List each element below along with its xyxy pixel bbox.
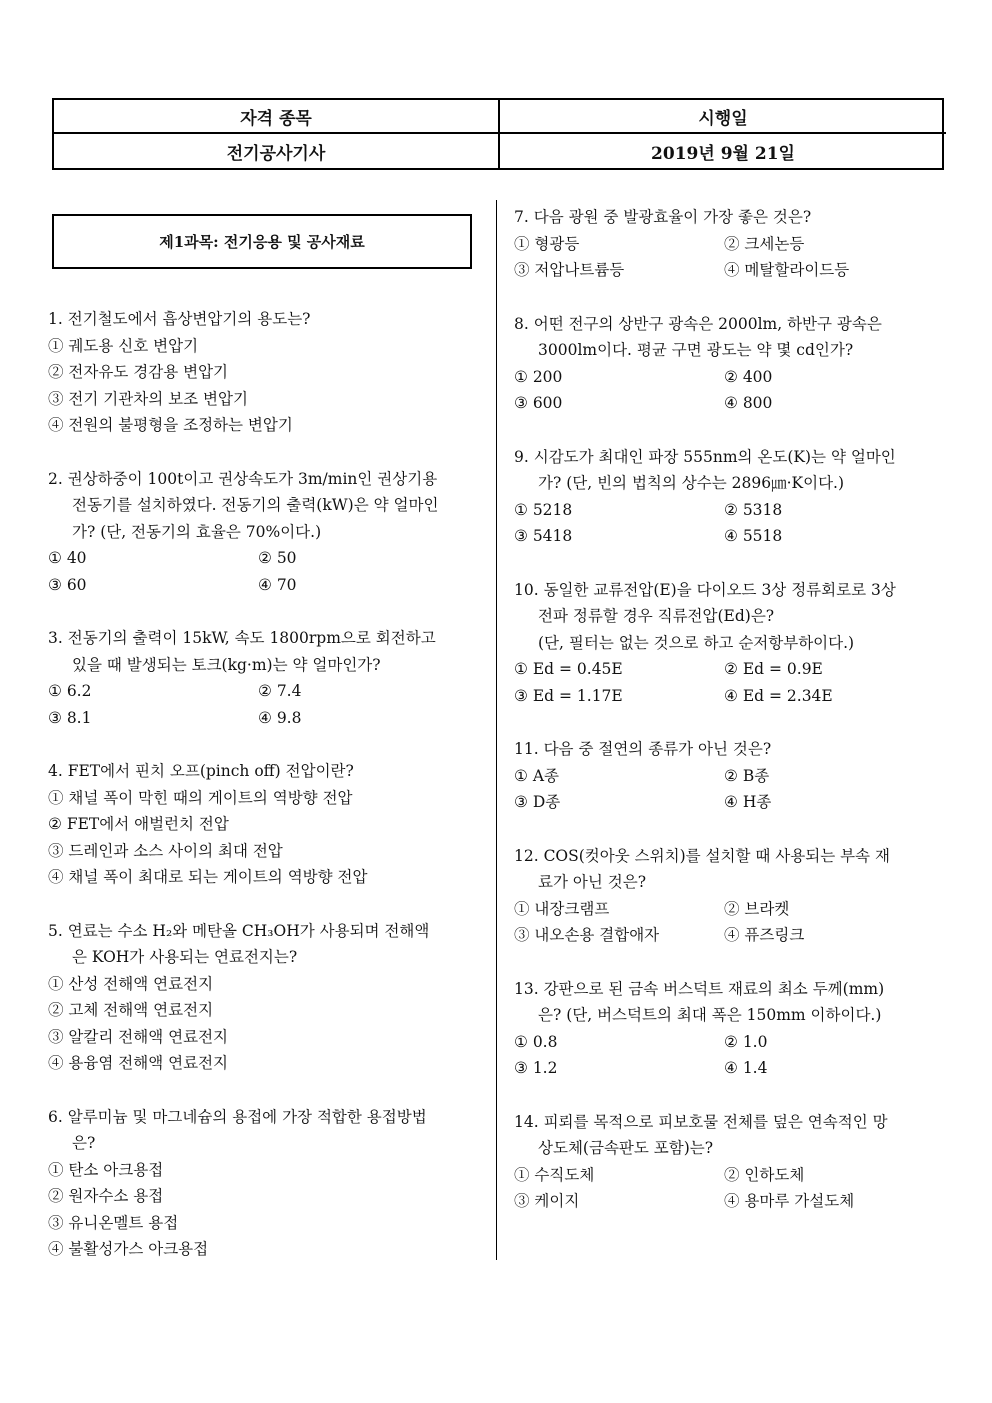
answer-options [514,1162,944,1215]
answer-options [514,231,944,284]
answer-option[interactable]: ④ H종 [724,793,772,811]
answer-options [48,545,478,598]
answer-options [514,763,944,816]
answer-option[interactable]: ④ 채널 폭이 최대로 되는 게이트의 역방향 전압 [48,868,368,886]
answer-option[interactable]: ② B종 [724,766,770,785]
answer-options [48,678,478,731]
question-stem: 10. 동일한 교류전압(E)을 다이오드 3상 정류회로로 3상 [514,580,896,599]
answer-option[interactable]: ③ 8.1 [48,708,92,727]
answer-options [514,896,944,949]
question-stem-continuation: (단, 필터는 없는 것으로 하고 순저항부하이다.) [538,633,855,652]
answer-options [48,1157,478,1263]
question-stem: 1. 전기철도에서 흡상변압기의 용도는? [48,310,311,328]
answer-options [514,656,944,709]
question [48,918,478,1077]
answer-options [514,497,944,550]
answer-option[interactable]: ② FET에서 애벌런치 전압 [48,815,229,833]
answer-option[interactable]: ④ 용융염 전해액 연료전지 [48,1054,229,1072]
answer-option[interactable]: ② 400 [724,367,773,386]
question-stem: 2. 권상하중이 100t이고 권상속도가 3m/min인 권상기용 [48,469,438,488]
question-stem: 7. 다음 광원 중 발광효율이 가장 좋은 것은? [514,208,812,226]
column-divider [496,200,497,1260]
header-value-qualification: 전기공사기사 [54,134,500,168]
answer-option[interactable]: ④ 전원의 불평형을 조정하는 변압기 [48,416,293,434]
question [514,577,944,710]
answer-option[interactable]: ① 궤도용 신호 변압기 [48,336,199,355]
answer-option[interactable]: ③ 5418 [514,527,573,545]
question-stem-continuation: 있을 때 발생되는 토크(kg·m)는 약 얼마인가? [72,655,381,674]
question-stem-continuation: 3000lm이다. 평균 구면 광도는 약 몇 cd인가? [538,341,854,359]
question-stem: 3. 전동기의 출력이 15kW, 속도 1800rpm으로 회전하고 [48,629,436,647]
question-stem: 14. 피뢰를 목적으로 피보호물 전체를 덮은 연속적인 망 [514,1112,888,1131]
question [514,311,944,417]
answer-option[interactable]: ① 200 [514,367,563,386]
question-stem: 6. 알루미늄 및 마그네슘의 용접에 가장 적합한 용접방법 [48,1107,427,1126]
question-stem: 12. COS(컷아웃 스위치)를 설치할 때 사용되는 부속 재 [514,846,890,865]
answer-option[interactable]: ④ 퓨즈링크 [724,926,805,944]
answer-option[interactable]: ② 브라켓 [724,899,790,918]
answer-option[interactable]: ③ 60 [48,575,87,594]
question-stem: 8. 어떤 전구의 상반구 광속은 2000lm, 하반구 광속은 [514,314,882,333]
answer-option[interactable]: ① 내장크램프 [514,899,610,918]
answer-option[interactable]: ② 1.0 [724,1032,768,1051]
answer-option[interactable]: ④ 800 [724,394,773,412]
question-stem-continuation: 은? (단, 버스덕트의 최대 폭은 150mm 이하이다.) [538,1006,882,1024]
answer-option[interactable]: ④ 9.8 [258,708,302,727]
answer-options [514,364,944,417]
question [48,625,478,731]
header-label-date: 시행일 [500,100,946,134]
left-column [48,306,478,1290]
answer-option[interactable]: ① 탄소 아크용접 [48,1160,164,1179]
question-stem-continuation: 가? (단, 빈의 법칙의 상수는 2896㎛·K이다.) [538,474,845,492]
answer-option[interactable]: ② Ed = 0.9E [724,660,823,678]
answer-options [48,333,478,439]
answer-option[interactable]: ③ 저압나트륨등 [514,261,625,279]
answer-option[interactable]: ② 원자수소 용접 [48,1187,164,1205]
answer-option[interactable]: ① 40 [48,549,87,567]
answer-option[interactable]: ④ 불활성가스 아크용접 [48,1240,209,1258]
answer-option[interactable]: ④ Ed = 2.34E [724,686,833,705]
answer-option[interactable]: ④ 용마루 가설도체 [724,1192,855,1210]
question-stem: 9. 시감도가 최대인 파장 555nm의 온도(K)는 약 얼마인 [514,447,896,466]
answer-option[interactable]: ② 고체 전해액 연료전지 [48,1001,214,1019]
question-stem-continuation: 가? (단, 전동기의 효율은 70%이다.) [72,522,322,541]
answer-option[interactable]: ③ 알칼리 전해액 연료전지 [48,1027,229,1046]
answer-option[interactable]: ③ 전기 기관차의 보조 변압기 [48,389,248,408]
question [48,1104,478,1263]
answer-option[interactable]: ④ 5518 [724,527,783,545]
question-stem: 4. FET에서 핀치 오프(pinch off) 전압이란? [48,762,354,780]
exam-header-table [52,98,944,170]
answer-option[interactable]: ① 6.2 [48,682,92,700]
answer-option[interactable]: ④ 70 [258,575,297,594]
answer-option[interactable]: ③ 600 [514,394,563,412]
question-stem: 13. 강판으로 된 금속 버스덕트 재료의 최소 두께(mm) [514,979,885,998]
answer-option[interactable]: ① Ed = 0.45E [514,660,623,678]
question-stem-continuation: 료가 아닌 것은? [538,873,647,891]
question [514,976,944,1082]
question-stem: 5. 연료는 수소 H₂와 메탄올 CH₃OH가 사용되며 전해액 [48,921,430,940]
answer-options [48,971,478,1077]
question-stem-continuation: 전동기를 설치하였다. 전동기의 출력(kW)은 약 얼마인 [72,496,439,514]
answer-option[interactable]: ① 수직도체 [514,1165,595,1184]
answer-option[interactable]: ② 5318 [724,500,783,519]
question-stem-continuation: 전파 정류할 경우 직류전압(Ed)은? [538,607,775,625]
answer-option[interactable]: ③ 드레인과 소스 사이의 최대 전압 [48,841,283,860]
header-label-qualification: 자격 종목 [54,100,500,134]
answer-option[interactable]: ④ 1.4 [724,1059,768,1077]
answer-option[interactable]: ① 5218 [514,500,573,519]
answer-option[interactable]: ③ 1.2 [514,1059,558,1077]
answer-option[interactable]: ② 인하도체 [724,1165,805,1184]
answer-option[interactable]: ① A종 [514,766,559,785]
question-stem: 11. 다음 중 절연의 종류가 아닌 것은? [514,740,772,758]
question [48,306,478,439]
question [514,843,944,949]
answer-option[interactable]: ③ D종 [514,793,561,811]
answer-option[interactable]: ① 산성 전해액 연료전지 [48,974,214,993]
answer-option[interactable]: ② 7.4 [258,682,302,700]
header-value-date: 2019년 9월 21일 [651,143,795,164]
answer-option[interactable]: ① 0.8 [514,1032,558,1051]
question [48,758,478,891]
answer-option[interactable]: ② 50 [258,549,297,567]
question-stem-continuation: 상도체(금속판도 포함)는? [538,1139,714,1157]
answer-option[interactable]: ③ 케이지 [514,1192,580,1210]
answer-option[interactable]: ② 크세논등 [724,234,805,253]
answer-option[interactable]: ② 전자유도 경감용 변압기 [48,363,229,381]
question-stem-continuation: 은 KOH가 사용되는 연료전지는? [72,948,298,966]
question [48,466,478,599]
question-stem-continuation: 은? [72,1134,96,1152]
question [514,1109,944,1215]
answer-options [514,1029,944,1082]
answer-options [48,785,478,891]
answer-option[interactable]: ① 형광등 [514,234,580,253]
question [514,204,944,284]
answer-option[interactable]: ④ 메탈할라이드등 [724,261,850,279]
answer-option[interactable]: ③ Ed = 1.17E [514,686,623,705]
answer-option[interactable]: ③ 유니온멜트 용접 [48,1213,179,1232]
question [514,444,944,550]
answer-option[interactable]: ① 채널 폭이 막힌 때의 게이트의 역방향 전압 [48,788,353,807]
answer-option[interactable]: ③ 내오손용 결합애자 [514,926,660,944]
right-column [514,204,944,1242]
question [514,736,944,816]
subject-title: 제1과목: 전기응용 및 공사재료 [52,214,472,269]
